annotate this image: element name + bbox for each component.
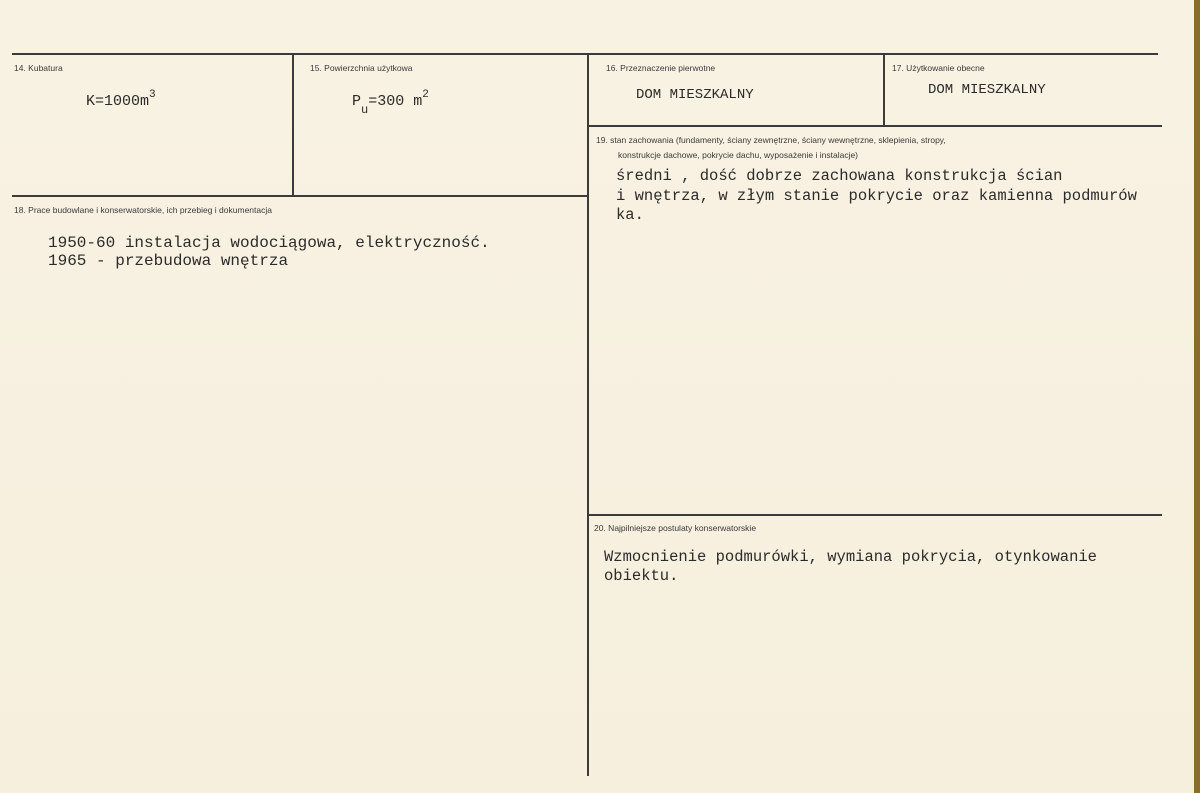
divider-14-15: [292, 54, 294, 196]
field-17-value: DOM MIESZKALNY: [928, 82, 1046, 98]
field-19-line-3: ka.: [616, 206, 644, 224]
field-19-line-1: średni , dość dobrze zachowana konstrukcja ścian: [616, 167, 1063, 185]
field-16-value: DOM MIESZKALNY: [636, 87, 754, 103]
field-14-value-exponent: 3: [149, 89, 156, 101]
field-14-value: [86, 89, 156, 112]
field-15-value-sub: u: [361, 103, 369, 117]
field-16-label: 16. Przeznaczenie pierwotne: [606, 63, 716, 73]
divider-center: [587, 54, 589, 776]
top-rule: [12, 53, 1158, 55]
field-18-line-1: 1950-60 instalacja wodociągowa, elektryczność.: [48, 234, 490, 252]
field-19-line-2: i wnętrza, w złym stanie pokrycie oraz kamienna podmurów: [616, 187, 1137, 205]
field-20-line-1: Wzmocnienie podmurówki, wymiana pokrycia, otynkowanie: [604, 548, 1097, 566]
field-15-value-p: P: [352, 93, 362, 110]
field-15-value: [352, 89, 429, 117]
field-15-value-exponent: 2: [422, 89, 429, 101]
field-17-label: 17. Użytkowanie obecne: [892, 63, 985, 73]
field-14-label: 14. Kubatura: [14, 63, 63, 73]
field-18-label: 18. Prace budowlane i konserwatorskie, ich przebieg i dokumentacja: [14, 205, 272, 215]
field-18-line-2: 1965 - przebudowa wnętrza: [48, 252, 289, 270]
field-20-line-2: obiektu.: [604, 567, 679, 585]
card-edge: [1194, 0, 1200, 793]
field-20-label: 20. Najpilniejsze postulaty konserwatorskie: [594, 523, 757, 533]
field-19-label-line-1: 19. stan zachowania (fundamenty, ściany zewnętrzne, ściany wewnętrzne, sklepienia, stropy,: [596, 135, 946, 145]
field-15-value-mid: =300 m: [368, 93, 423, 110]
rule-above-20: [588, 514, 1162, 516]
divider-16-17: [883, 54, 885, 126]
field-15-label: 15. Powierzchnia użytkowa: [310, 63, 413, 73]
field-14-value-main: K=1000m: [86, 93, 150, 110]
rule-below-16-17: [588, 125, 1162, 127]
field-19-label-line-2: konstrukcje dachowe, pokrycie dachu, wyposażenie i instalacje): [618, 150, 859, 160]
rule-above-18: [12, 195, 588, 197]
